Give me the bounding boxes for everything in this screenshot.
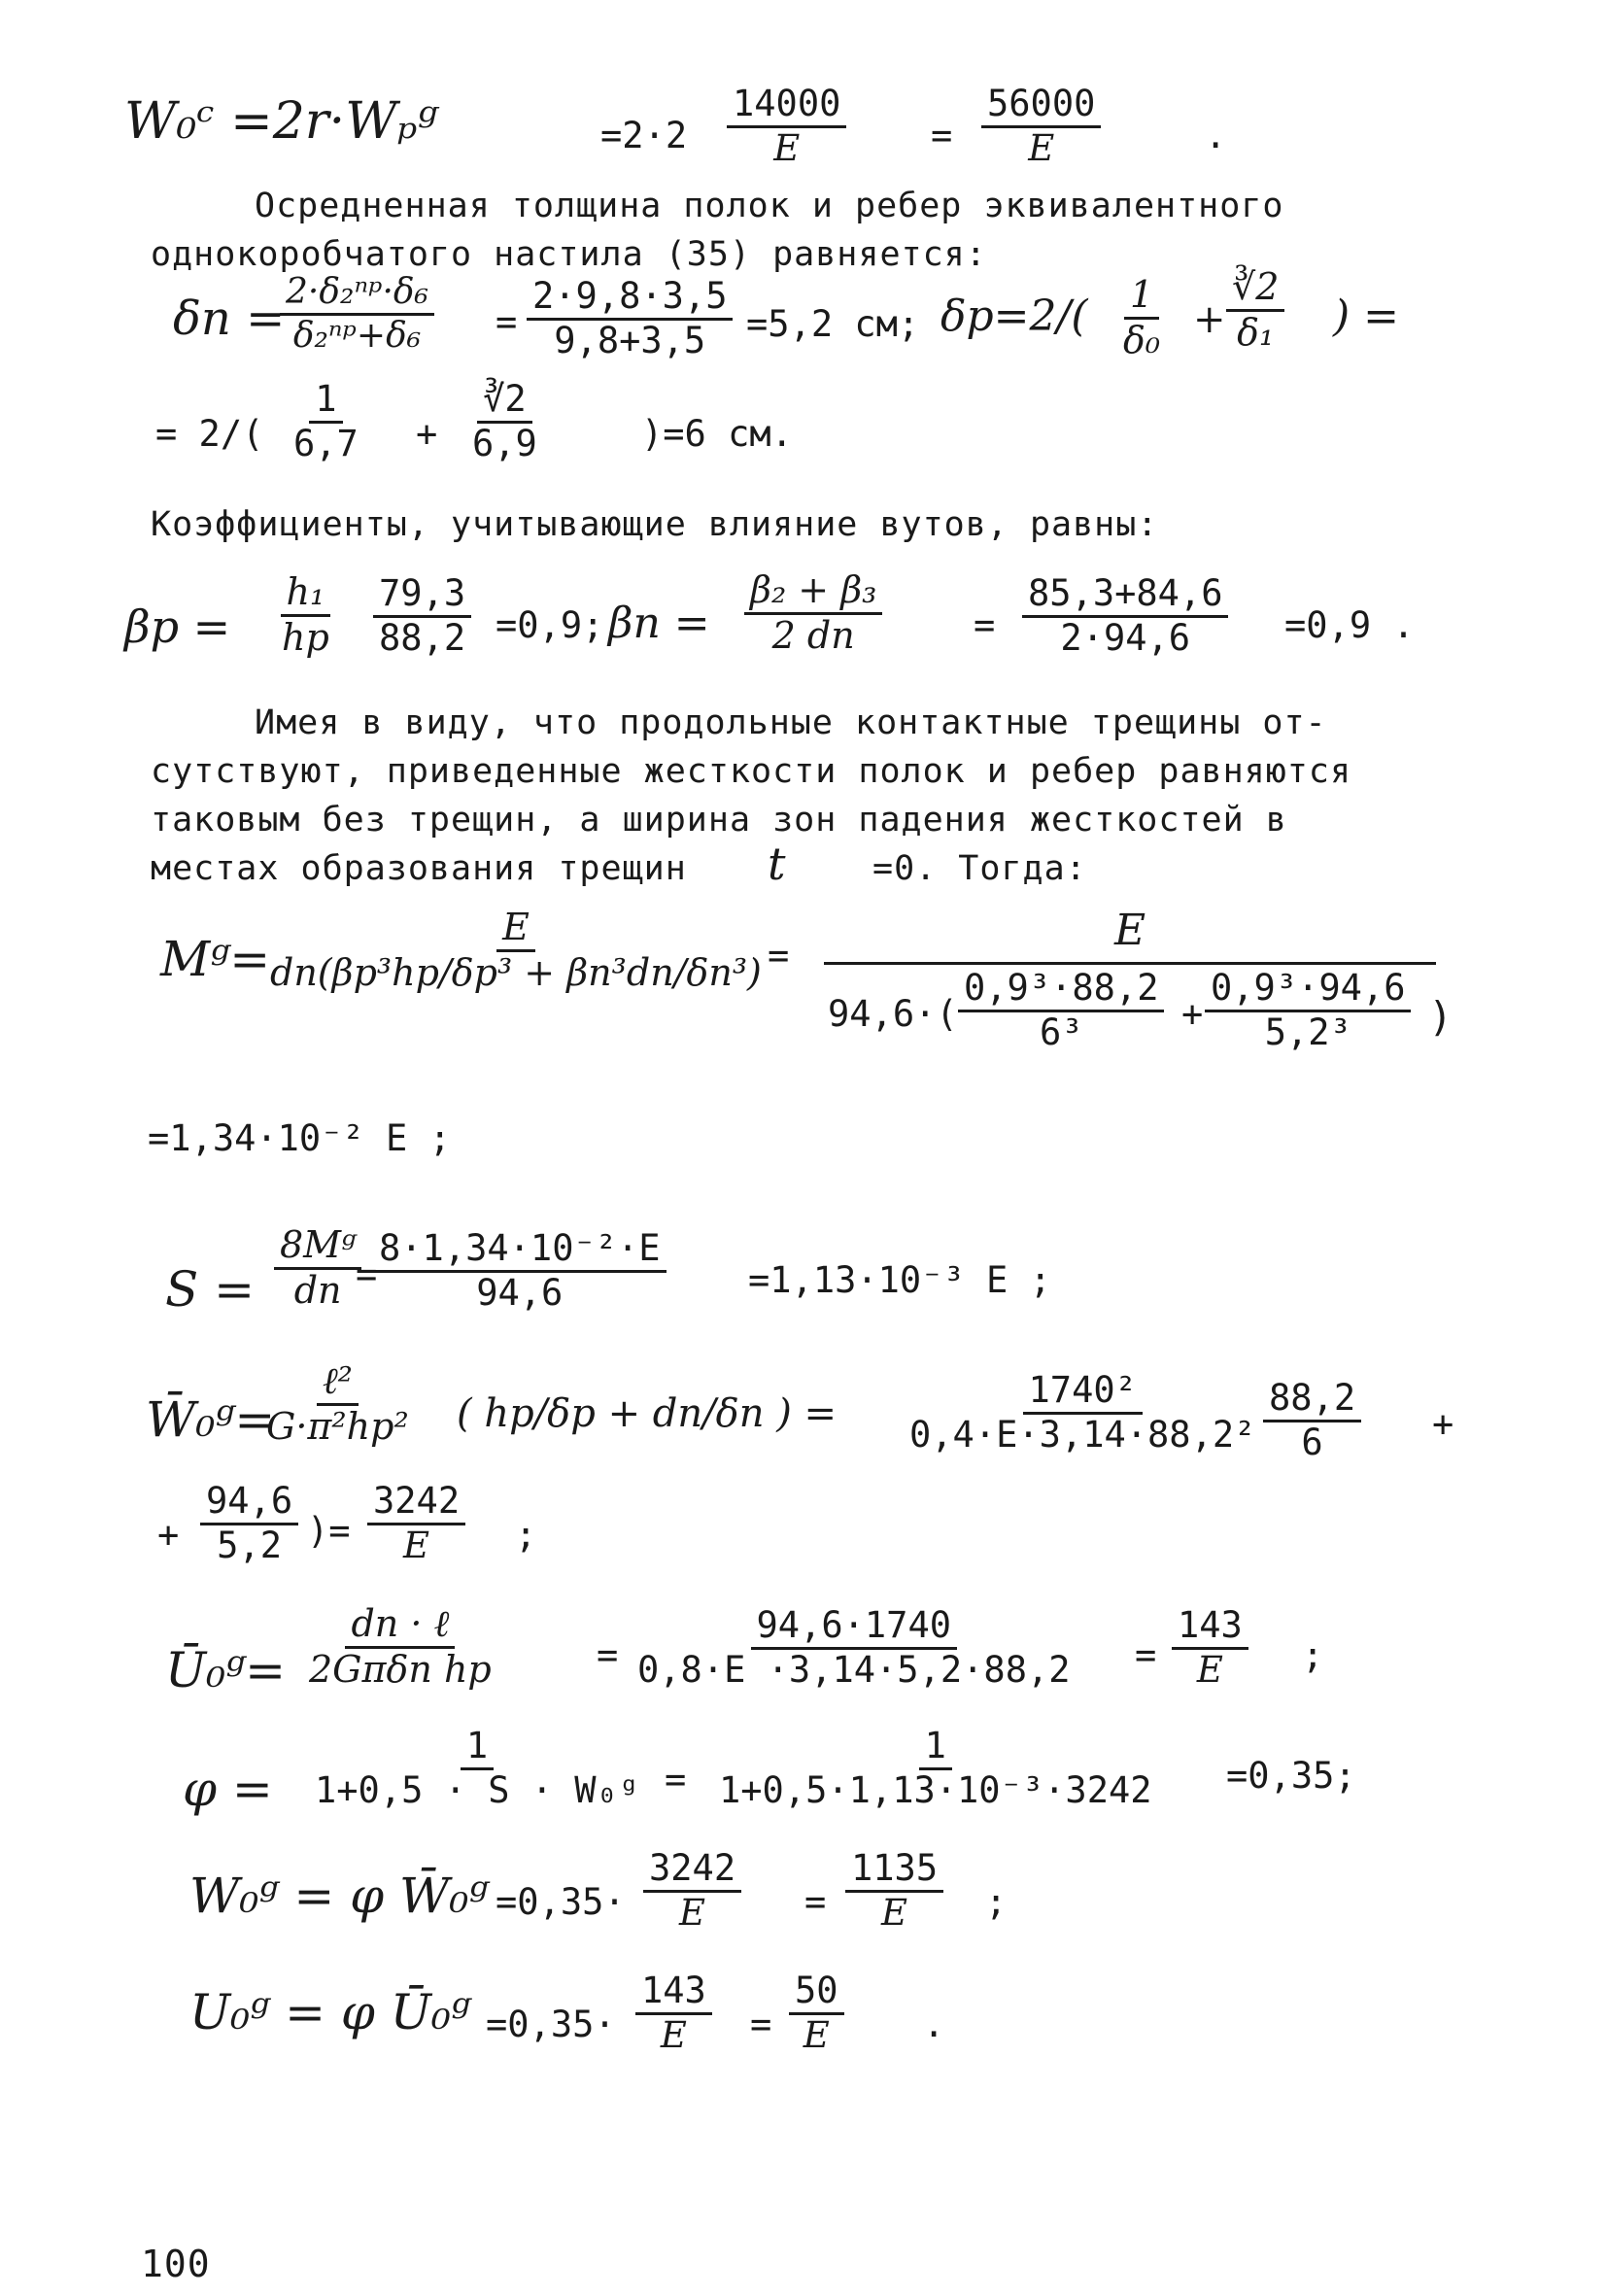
para3-line3: таковым без трещин, а ширина зон падения жесткостей в	[151, 801, 1287, 840]
eq2-h-fraction	[280, 274, 434, 355]
eq2-n-fraction	[527, 275, 733, 361]
eq2-lhs: δп =	[173, 291, 286, 346]
eq7-h-den: 2Gπδп hр	[309, 1647, 492, 1691]
eq2-rhs-lhs: δр=2/(	[940, 291, 1088, 341]
eq3-h1-den: hр	[282, 615, 329, 659]
eq6-h-den: G·π²hр²	[266, 1404, 409, 1448]
eq6-p2-den: 5,2	[217, 1524, 282, 1566]
eq4-result: =1,34·10⁻² E ;	[148, 1117, 451, 1159]
eq2-plus: +	[1193, 297, 1226, 342]
eq4-h-fraction	[264, 908, 768, 993]
eq7-semi: ;	[1302, 1634, 1324, 1676]
eq6-p1-den: 6	[1301, 1421, 1323, 1463]
eq3-lhs: βр =	[124, 600, 231, 653]
eq2-r2-num: ∛2	[1226, 268, 1284, 312]
eq2-h-den: δ₂ⁿᵖ+δ₆	[292, 315, 422, 356]
eq2-equals: =	[496, 301, 518, 343]
eq6-plus: +	[1432, 1403, 1454, 1445]
eq1-f2-num: 56000	[981, 86, 1101, 128]
eq8-n-num: 1	[919, 1728, 952, 1770]
eq4-n-den-b-den: 6³	[1039, 1011, 1083, 1053]
eq10-f2-den: E	[803, 2013, 830, 2056]
eq4-equals: =	[768, 935, 790, 977]
eq7-r-num: 143	[1172, 1607, 1248, 1650]
eq6-h-num: ℓ²	[317, 1362, 359, 1406]
para1-line2: однокоробчатого настила (35) равняется:	[151, 235, 987, 274]
eq4-n-den-c-den: 5,2³	[1264, 1011, 1351, 1053]
eq6-close: )=	[307, 1510, 351, 1552]
eq8-lhs: φ =	[183, 1761, 273, 1817]
eq2-result: =5,2 см;	[746, 303, 920, 345]
eq5-equals: =	[356, 1253, 378, 1295]
eq3-r1: =0,9;	[496, 604, 604, 646]
eq3-n1-den: 88,2	[379, 616, 466, 659]
para2-line1: Коэффициенты, учитывающие влияние вутов, равны:	[151, 505, 1159, 544]
eq5-h-num: 8Mᵍ	[274, 1226, 361, 1270]
eq4-n-num: E	[1113, 906, 1146, 955]
eq9-f2-den: E	[881, 1891, 908, 1934]
eq10-f2-fraction	[789, 1972, 844, 2055]
page-number: 100	[141, 2243, 211, 2285]
eq3-n1-num: 79,3	[373, 575, 471, 618]
eq10-f2-num: 50	[789, 1972, 844, 2015]
eq2-line2-start: = 2/(	[155, 413, 264, 455]
eq6-n-fraction	[904, 1369, 1261, 1456]
eq7-h-num: dп · ℓ	[345, 1605, 455, 1649]
eq6-paren: ( hр/δр + dп/δп ) =	[457, 1391, 838, 1436]
eq2-v2-num: ∛2	[477, 381, 532, 424]
eq3-n2-fraction	[1022, 572, 1228, 659]
eq4-n-den-b-num: 0,9³·88,2	[958, 970, 1164, 1012]
eq6-h-fraction	[260, 1359, 415, 1448]
eq6-p1-fraction	[1263, 1377, 1361, 1463]
eq2-r1-fraction	[1117, 273, 1166, 361]
eq7-n-den: 0,8·E ·3,14·5,2·88,2	[637, 1648, 1071, 1691]
eq7-r-den: E	[1196, 1648, 1223, 1691]
eq2-r2-den: δ₁	[1237, 310, 1275, 354]
eq2-line2-end: )=6 см.	[641, 413, 793, 455]
eq5-result: =1,13·10⁻³ E ;	[748, 1259, 1051, 1301]
eq7-r-fraction	[1172, 1604, 1248, 1691]
eq4-n-numerator	[824, 906, 1436, 955]
eq1-f1-num: 14000	[727, 86, 846, 128]
eq9-mid: =0,35·	[496, 1881, 626, 1923]
eq10-mid: =0,35·	[486, 2004, 616, 2045]
eq1-mid: =2·2	[600, 115, 688, 156]
eq2-v2-fraction	[466, 378, 543, 464]
eq9-lhs: W₀ᵍ = φ W̄₀ᵍ	[189, 1868, 489, 1924]
eq9-f1-fraction	[643, 1847, 741, 1934]
eq9-f2-fraction	[845, 1847, 943, 1934]
eq3-h2-num: β₂ + β₃	[744, 571, 882, 615]
eq1-f1-den: E	[773, 126, 801, 169]
eq9-equals: =	[804, 1881, 827, 1923]
eq3-n2-den: 2·94,6	[1060, 616, 1191, 659]
eq10-f1-fraction	[635, 1972, 712, 2055]
eq10-end: .	[923, 2004, 945, 2045]
eq1-f2-den: E	[1028, 126, 1055, 169]
eq8-h-den: 1+0,5 · S · W₀ᵍ	[315, 1768, 640, 1811]
eq2-v-plus: +	[416, 413, 438, 455]
eq7-equals: =	[597, 1634, 619, 1676]
eq9-f1-num: 3242	[643, 1850, 741, 1893]
eq7-equals-2: =	[1135, 1634, 1157, 1676]
eq2-close: ) =	[1333, 291, 1400, 341]
eq5-n-num: 8·1,34·10⁻²·E	[373, 1230, 667, 1273]
eq3-h2-fraction	[744, 568, 882, 657]
eq4-n-den-a: 94,6·(	[828, 993, 958, 1035]
eq6-p2-fraction	[200, 1480, 298, 1566]
eq6-p1-num: 88,2	[1263, 1380, 1361, 1422]
eq10-f1-den: E	[660, 2013, 687, 2056]
eq2-v1-den: 6,7	[293, 422, 359, 464]
eq2-r1-den: δ₀	[1123, 318, 1161, 361]
eq6-p2-num: 94,6	[200, 1483, 298, 1525]
eq9-semi: ;	[985, 1881, 1008, 1923]
eq3-n2-num: 85,3+84,6	[1022, 575, 1228, 618]
eq1-fraction-1	[727, 83, 846, 169]
eq7-lhs: Ū₀ᵍ=	[165, 1642, 287, 1698]
para3-t-symbol: t	[768, 838, 786, 890]
eq3-equals: =	[974, 604, 996, 646]
eq9-f2-num: 1135	[845, 1850, 943, 1893]
eq10-equals: =	[750, 2004, 772, 2045]
eq6-semi: ;	[515, 1514, 537, 1556]
eq3-n1-fraction	[373, 572, 471, 659]
eq3-h2-den: 2 dп	[771, 613, 855, 657]
eq2-v2-den: 6,9	[472, 422, 537, 464]
eq2-r2-fraction	[1226, 265, 1284, 354]
eq4-h-den: dп(βр³hр/δр³ + βп³dп/δп³)	[270, 950, 762, 994]
eq4-n-den-close: )	[1428, 993, 1453, 1041]
eq5-lhs: S =	[165, 1261, 256, 1318]
eq8-result: =0,35;	[1226, 1755, 1356, 1797]
eq4-lhs: Mᵍ=	[160, 931, 271, 987]
eq7-h-fraction	[303, 1602, 497, 1691]
para3-line1: Имея в виду, что продольные контактные трещины от-	[255, 703, 1327, 742]
eq6-r-fraction	[367, 1480, 465, 1566]
eq6-n-den: 0,4·E·3,14·88,2²	[909, 1413, 1256, 1456]
eq1-lhs: W₀ᶜ =2r·Wₚᵍ	[124, 92, 438, 151]
eq2-r1-num: 1	[1124, 276, 1159, 320]
eq3-lhs2: βп =	[608, 599, 710, 648]
eq6-n-num: 1740²	[1023, 1372, 1143, 1415]
eq4-n-den-c-fraction	[1205, 967, 1411, 1053]
para1-line1: Осредненная толщина полок и ребер эквивалентного	[255, 187, 1284, 225]
eq6-lhs: W̄₀ᵍ=	[146, 1391, 276, 1448]
eq5-n-den: 94,6	[476, 1271, 564, 1314]
eq4-n-den-b-fraction	[958, 967, 1164, 1053]
para3-line2: сутствуют, приведенные жесткости полок и ребер равняются	[151, 752, 1352, 791]
eq8-n-den: 1+0,5·1,13·10⁻³·3242	[719, 1768, 1152, 1811]
eq1-fraction-2	[981, 83, 1101, 169]
eq7-n-num: 94,6·1740	[751, 1607, 957, 1650]
eq4-n-bar	[824, 962, 1436, 965]
eq3-h1-num: h₁	[281, 573, 331, 617]
eq9-f1-den: E	[679, 1891, 706, 1934]
para3-line4-end: =0. Тогда:	[872, 849, 1087, 888]
eq3-h1-fraction	[276, 570, 335, 659]
eq8-equals: =	[665, 1759, 687, 1800]
eq6-r-num: 3242	[367, 1483, 465, 1525]
eq6-r-den: E	[403, 1524, 430, 1566]
eq1-equals: =	[931, 115, 953, 156]
eq10-f1-num: 143	[635, 1972, 712, 2015]
eq2-n-den: 9,8+3,5	[554, 319, 706, 361]
eq2-n-num: 2·9,8·3,5	[527, 278, 733, 321]
eq7-n-fraction	[632, 1604, 1077, 1691]
eq5-h-fraction	[274, 1223, 361, 1312]
eq4-h-num: E	[496, 908, 535, 952]
eq10-lhs: U₀ᵍ = φ Ū₀ᵍ	[189, 1984, 470, 2040]
eq8-h-fraction	[309, 1725, 645, 1811]
eq4-n-den-c-num: 0,9³·94,6	[1205, 970, 1411, 1012]
eq2-v1-num: 1	[309, 381, 342, 424]
para3-line4: местах образования трещин	[151, 849, 687, 888]
eq5-n-fraction	[373, 1227, 667, 1314]
eq2-v1-fraction	[288, 378, 364, 464]
eq8-n-fraction	[713, 1725, 1158, 1811]
eq6-line2-plus: +	[157, 1514, 180, 1556]
eq8-h-num: 1	[461, 1728, 494, 1770]
eq5-h-den: dп	[293, 1268, 342, 1312]
eq1-end: .	[1205, 115, 1227, 156]
eq2-h-num: 2·δ₂ⁿᵖ·δ₆	[280, 274, 434, 316]
eq3-r2: =0,9 .	[1284, 604, 1415, 646]
eq4-n-den-plus: +	[1181, 993, 1204, 1035]
